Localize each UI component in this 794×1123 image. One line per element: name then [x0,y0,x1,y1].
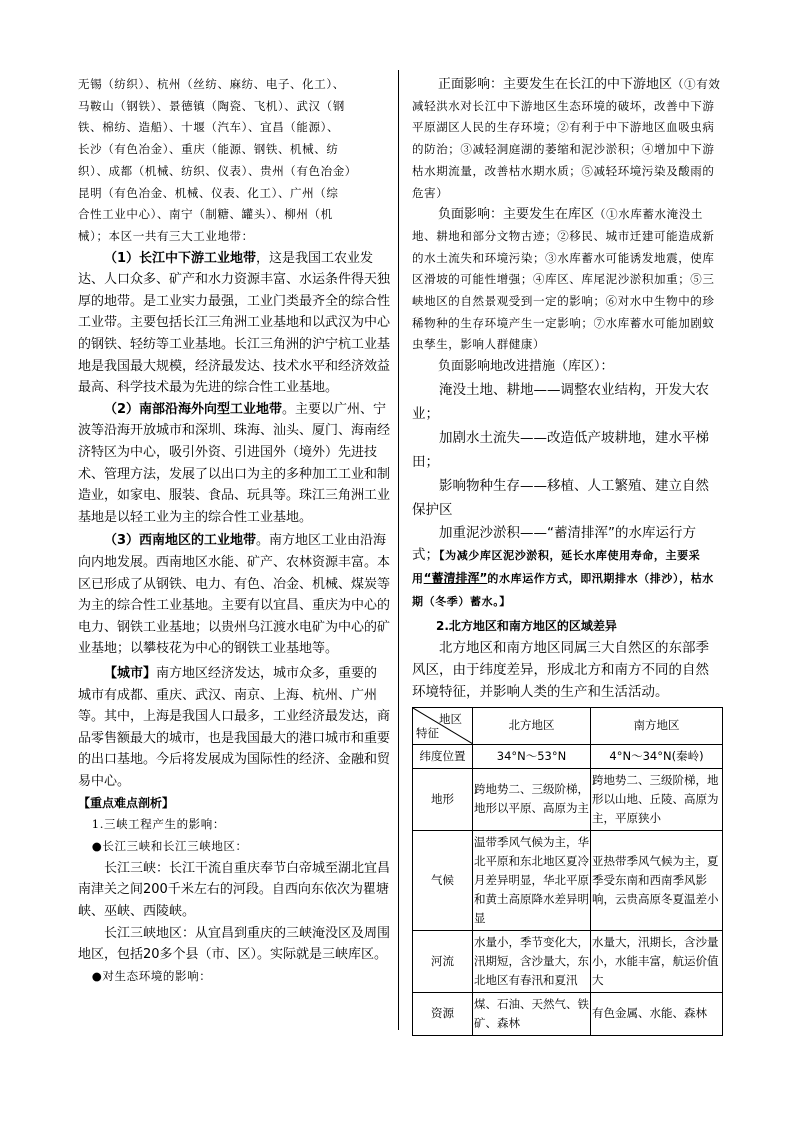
right-column [412,74,722,1036]
city-paragraph [78,663,390,793]
belt-south-coast-head: （2）南部沿海外向型工业地带 [104,401,283,417]
belt-south-coast [78,399,390,529]
corner-top-label: 地区 [439,711,462,726]
measure-sediment-text: 加重泥沙淤积——“蓄清排浑”的水库运行方式； [412,524,696,563]
table-row [413,768,723,830]
measure-soil: 加剧水土流失——改造低产坡耕地，建水平梯田； [412,429,709,470]
south-cell: 有色金属、水能、森林 [591,992,723,1035]
belt-south-coast-text: 。主要以广州、宁波等沿海开放城市和深圳、珠海、汕头、厦门、海南经济特区为中心，吸引外资、引进国外（境外）先进技术、管理方法，发展了以出口为主的多种加工工业和制造业，如家电、服装、食品、玩具等。珠江三角洲工业基地是以轻工业为主的综合性工业基地。 [78,401,391,525]
negative-impact-text: （①水库蓄水淹没土地、耕地和部分文物古迹；②移民、城市迁建可能造成新的水土流失和环境污染；③水库蓄水可能诱发地震，使库区滑坡的可能性增强；④库区、库尾泥沙淤积加重；⑤三峡地区的自然景观受到一定的影响；⑥对水中生物中的珍稀物种的生存环境产生一定影响；⑦水库蓄水可能加剧蚊虫孳生，影响人群健康） [412,207,715,352]
north-cell: 34°N～53°N [473,744,591,768]
north-cell: 跨地势二、三级阶梯，地形以平原、高原为主 [473,768,591,830]
ecology-bullet: ●对生态环境的影响： [91,968,212,983]
row-label: 地形 [413,768,473,830]
sanxia-definition: 长江三峡：长江干流自重庆奉节白帝城至湖北宜昌南津关之间200千米左右的河段。自西向东依次为瞿塘峡、巫峡、西陵峡。 [78,860,391,920]
positive-impact-head: 正面影响：主要发生在长江的中下游地区 [438,77,673,92]
cities-line: 铁、棉纺、造船）、十堰（汽车）、宜昌（能源）、 [78,120,340,135]
row-label: 资源 [413,992,473,1035]
cities-line: 马鞍山（钢铁）、景德镇（陶瓷、飞机）、武汉（钢 [78,98,345,113]
sanxia-impact-title: 1.三峡工程产生的影响： [91,817,225,832]
belt-southwest-text: 。南方地区工业由沿海向内地发展。西南地区水能、矿产、农林资源丰富。本区已形成了从钢铁、电力、有色、冶金、机械、煤炭等为主的综合性工业基地。主要有以宜昌、重庆为中心的电力、钢铁工业基地；以贵州乌江渡水电矿为中心的矿业基地；以攀枝花为中心的钢铁工业基地等。 [78,533,391,657]
measure-sediment-note-c: 的水库运作方式，即汛期排水（排沙），枯水期（冬季）蓄水。】 [412,571,714,608]
measure-sediment [412,522,722,613]
corner-bottom-label: 特征 [416,725,439,740]
row-label: 纬度位置 [413,744,473,768]
region-diff-intro: 北方地区和南方地区同属三大自然区的东部季风区，由于纬度差异，形成北方和南方不同的自然环境特征，并影响人类的生产和生活活动。 [412,639,709,700]
positive-impact [412,74,722,204]
col-south-header: 南方地区 [591,707,723,744]
table-row [413,930,723,992]
table-row [413,744,723,768]
cities-line: 合性工业中心）、南宁（制糖、罐头）、柳州（机 [78,207,333,222]
city-head: 【城市】 [104,665,157,681]
belt-yangtze [78,248,390,399]
south-cell: 水量大，汛期长，含沙量小，水能丰富，航运价值大 [591,930,723,992]
north-cell: 温带季风气候为主，华北平原和东北地区夏冷月差异明显，华北平原和黄土高原降水差异明显 [473,830,591,930]
north-cell: 水量小，季节变化大，汛期短，含沙量大，东北地区有春汛和夏汛 [473,930,591,992]
measure-sediment-note-a: 【为减少库区泥沙淤积，延长水库使用寿命，主要采用 [412,548,701,585]
belt-southwest-head: （3）西南地区的工业地带 [104,533,257,549]
table-header-row [413,707,723,744]
negative-impact [412,204,722,356]
column-divider [398,70,399,1030]
cities-line: 长沙（有色冶金）、重庆（能源、钢铁、机械、纺 [78,142,339,157]
cities-line: 无锡（纺织）、杭州（丝纺、麻纺、电子、化工）、 [78,77,345,91]
key-points-heading: 【重点难点剖析】 [78,796,175,811]
measure-land: 淹没土地、耕地——调整农业结构，开发大农业； [412,381,709,422]
measure-sediment-note-b: “蓄清排浑” [423,570,488,585]
measure-species: 影响物种生存——移植、人工繁殖、建立自然保护区 [412,477,709,518]
row-label: 气候 [413,830,473,930]
belt-yangtze-head: （1）长江中下游工业地带 [104,250,257,266]
table-row [413,992,723,1035]
north-south-table [412,707,723,1036]
sanxia-area: 长江三峡地区：从宜昌到重庆的三峡淹没区及周围地区，包括20多个县（市、区）。实际就是三峡库区。 [78,925,391,963]
positive-impact-text: （①有效减轻洪水对长江中下游地区生态环境的破坏，改善中下游平原湖区人民的生存环境；②有利于中下游地区血吸虫病的防治；③减轻洞庭湖的萎缩和泥沙淤积；④增加中下游枯水期流量，改善枯水期水质；⑤减轻环境污染及酸雨的危害） [412,77,721,200]
left-column [78,74,390,988]
cities-line: 昆明（有色冶金、机械、仪表、化工）、广州（综 [78,185,339,200]
col-north-header: 北方地区 [473,707,591,744]
cities-line: 械）；本区一共有三大工业地带： [78,228,254,243]
north-cell: 煤、石油、天然气、铁矿、森林 [473,992,591,1035]
south-cell: 跨地势二、三级阶梯，地形以山地、丘陵、高原为主，平原狭小 [591,768,723,830]
measures-heading: 负面影响地改进措施（库区）： [438,359,614,375]
table-corner-cell [413,707,473,744]
south-cell: 4°N～34°N(秦岭) [591,744,723,768]
south-cell: 亚热带季风气候为主，夏季受东南和西南季风影响，云贵高原冬夏温差小 [591,830,723,930]
belt-southwest [78,530,390,660]
industrial-cities-list [78,74,390,248]
row-label: 河流 [413,930,473,992]
table-row [413,830,723,930]
city-text: 南方地区经济发达，城市众多，重要的城市有成都、重庆、武汉、南京、上海、杭州、广州等。其中，上海是我国人口最多，工业经济最发达，商品零售额最大的城市，也是我国最大的港口城市和重要的出口基地。今后将发展成为国际性的经济、金融和贸易中心。 [78,665,391,789]
cities-line: 织）、成都（机械、纺织、仪表）、贵州（有色冶金） [78,163,357,178]
region-diff-title: 2.北方地区和南方地区的区域差异 [436,618,617,633]
belt-yangtze-text: ，这是我国工农业发达、人口众多、矿产和水力资源丰富、水运条件得天独厚的地带。是工业实力最强，工业门类最齐全的综合性工业带。主要包括长江三角洲工业基地和以武汉为中心的钢铁、轻纺等工业基地。长江三角洲的沪宁杭工业基地是我国最大规模，经济最发达、技术水平和经济效益最高、科学技术最为先进的综合性工业基地。 [78,250,391,396]
sanxia-bullet: ●长江三峡和长江三峡地区： [91,839,248,854]
negative-impact-head: 负面影响：主要发生在库区 [438,207,595,223]
